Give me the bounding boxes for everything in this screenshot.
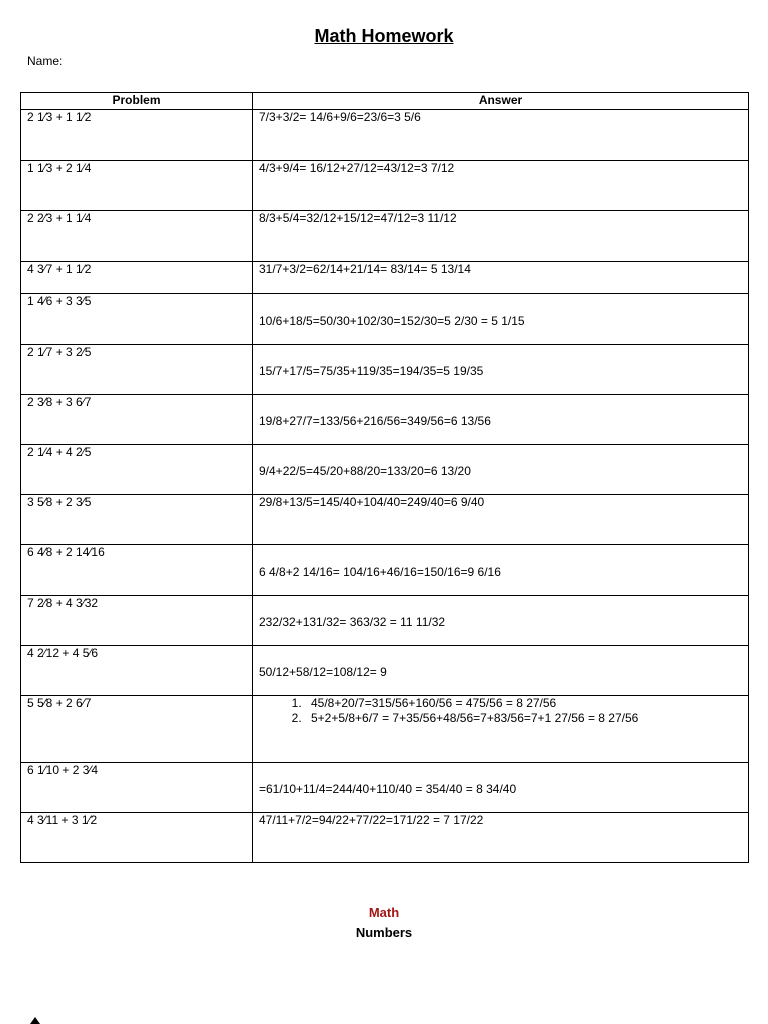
answer-cell xyxy=(253,445,749,495)
homework-table xyxy=(20,92,749,863)
footer-math-label: Math xyxy=(368,905,400,920)
table-row xyxy=(21,763,749,813)
table-row xyxy=(21,495,749,545)
answer-text: =61/10+11/4=244/40+110/40 = 354/40 = 8 34/40 xyxy=(259,782,517,796)
table-row xyxy=(21,813,749,863)
table-row xyxy=(21,345,749,395)
answer-cell xyxy=(253,696,749,763)
table-row xyxy=(21,161,749,211)
answer-cell xyxy=(253,294,749,345)
problem-cell: 6 1⁄10 + 2 3⁄4 xyxy=(21,763,253,813)
problem-cell: 2 1⁄7 + 3 2⁄5 xyxy=(21,345,253,395)
page-title: Math Homework xyxy=(314,26,454,46)
answer-cell xyxy=(253,545,749,596)
answer-cell xyxy=(253,646,749,696)
answer-cell: 7/3+3/2= 14/6+9/6=23/6=3 5/6 xyxy=(253,110,749,161)
table-row xyxy=(21,110,749,161)
problem-cell: 1 1⁄3 + 2 1⁄4 xyxy=(21,161,253,211)
problem-cell: 4 3⁄7 + 1 1⁄2 xyxy=(21,262,253,294)
table-row xyxy=(21,696,749,763)
footer-numbers-label: Numbers xyxy=(355,925,413,940)
problem-cell: 5 5⁄8 + 2 6⁄7 xyxy=(21,696,253,763)
answer-text: 10/6+18/5=50/30+102/30=152/30=5 2/30 = 5 1/15 xyxy=(259,313,525,328)
problem-cell: 4 3⁄11 + 3 1⁄2 xyxy=(21,813,253,863)
table-row xyxy=(21,596,749,646)
answer-text: 50/12+58/12=108/12= 9 xyxy=(259,665,387,679)
problem-cell: 3 5⁄8 + 2 3⁄5 xyxy=(21,495,253,545)
table-row xyxy=(21,262,749,294)
answer-step: 2. 5+2+5/8+6/7 = 7+35/56+48/56=7+83/56=7+1 27/56 = 8 27/56 xyxy=(305,711,742,726)
table-row xyxy=(21,646,749,696)
answer-text: 9/4+22/5=45/20+88/20=133/20=6 13/20 xyxy=(259,464,471,478)
answer-cell xyxy=(253,345,749,395)
problem-cell: 4 2⁄12 + 4 5⁄6 xyxy=(21,646,253,696)
answer-cell: 31/7+3/2=62/14+21/14= 83/14= 5 13/14 xyxy=(253,262,749,294)
table-row xyxy=(21,445,749,495)
answer-text: 6 4/8+2 14/16= 104/16+46/16=150/16=9 6/16 xyxy=(259,564,501,579)
answer-text: 232/32+131/32= 363/32 = 11 11/32 xyxy=(259,615,446,629)
table-row xyxy=(21,211,749,262)
problem-cell: 7 2⁄8 + 4 3⁄32 xyxy=(21,596,253,646)
problem-cell: 2 1⁄4 + 4 2⁄5 xyxy=(21,445,253,495)
triangle-marker-icon xyxy=(30,1017,40,1024)
problem-cell: 1 4⁄6 + 3 3⁄5 xyxy=(21,294,253,345)
answer-cell xyxy=(253,395,749,445)
table-row xyxy=(21,395,749,445)
answer-column-header: Answer xyxy=(253,93,749,110)
table-row xyxy=(21,294,749,345)
answer-text: 15/7+17/5=75/35+119/35=194/35=5 19/35 xyxy=(259,364,484,378)
answer-step: 1. 45/8+20/7=315/56+160/56 = 475/56 = 8 27/56 xyxy=(305,696,742,711)
answer-cell: 47/11+7/2=94/22+77/22=171/22 = 7 17/22 xyxy=(253,813,749,863)
answer-text: 19/8+27/7=133/56+216/56=349/56=6 13/56 xyxy=(259,414,491,428)
problem-cell: 2 2⁄3 + 1 1⁄4 xyxy=(21,211,253,262)
answer-cell: 4/3+9/4= 16/12+27/12=43/12=3 7/12 xyxy=(253,161,749,211)
problem-cell: 2 3⁄8 + 3 6⁄7 xyxy=(21,395,253,445)
answer-cell xyxy=(253,596,749,646)
name-label: Name: xyxy=(27,54,63,68)
problem-column-header: Problem xyxy=(21,93,253,110)
answer-cell: 8/3+5/4=32/12+15/12=47/12=3 11/12 xyxy=(253,211,749,262)
answer-steps-list xyxy=(259,696,742,726)
table-header-row xyxy=(21,93,749,110)
answer-cell xyxy=(253,763,749,813)
problem-cell: 6 4⁄8 + 2 14⁄16 xyxy=(21,545,253,596)
answer-cell: 29/8+13/5=145/40+104/40=249/40=6 9/40 xyxy=(253,495,749,545)
problem-cell: 2 1⁄3 + 1 1⁄2 xyxy=(21,110,253,161)
table-row xyxy=(21,545,749,596)
